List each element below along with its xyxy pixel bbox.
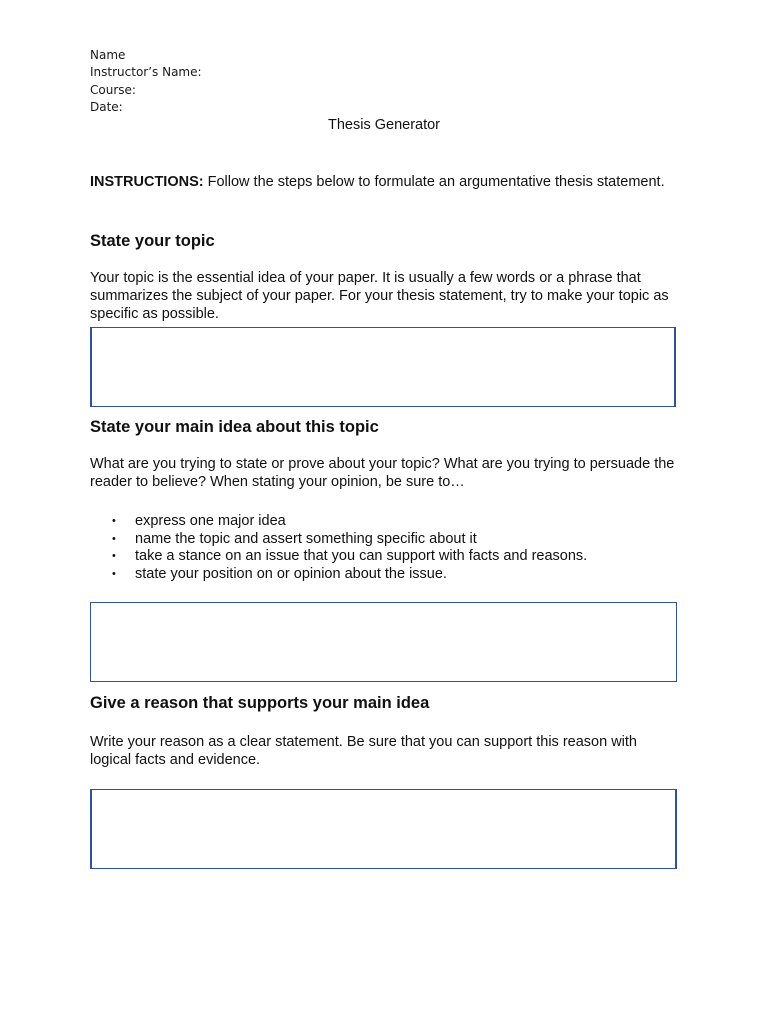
bullet-icon: • [112, 568, 116, 581]
list-item-text: express one major idea [135, 513, 286, 529]
instructions-line [90, 173, 665, 191]
name-label: Name [90, 48, 126, 62]
section-heading-main-idea: State your main idea about this topic [90, 418, 379, 436]
list-item [90, 531, 587, 549]
section-paragraph-main-idea: What are you trying to state or prove about your topic? What are you trying to persuade the reader to believe? When stating your opinion, be sure to… [90, 456, 675, 490]
reason-answer-box[interactable] [90, 789, 677, 869]
bullet-icon: • [112, 532, 116, 545]
section-paragraph-reason: Write your reason as a clear statement. Be sure that you can support this reason with logical facts and evidence. [90, 734, 637, 768]
list-item-text: take a stance on an issue that you can support with facts and reasons. [135, 548, 588, 565]
date-label: Date: [90, 99, 123, 114]
list-item [90, 566, 587, 584]
bullet-icon: • [112, 550, 116, 563]
section-heading-topic: State your topic [90, 232, 215, 250]
list-item-text: name the topic and assert something specific about it [135, 530, 477, 547]
page-title: Thesis Generator [327, 117, 441, 133]
instructions-text: Follow the steps below to formulate an argumentative thesis statement. [203, 174, 665, 190]
instructor-label: Instructor’s Name: [90, 65, 202, 80]
topic-answer-box[interactable] [90, 327, 676, 407]
course-label: Course: [90, 82, 136, 97]
list-item [90, 548, 587, 566]
list-item [90, 513, 587, 531]
main-idea-answer-box[interactable] [90, 602, 677, 682]
bullet-icon: • [112, 515, 116, 527]
section-paragraph-topic: Your topic is the essential idea of your paper. It is usually a few words or a phrase that summarizes the subject of your paper. For your thesis statement, try to make your topic as specific as possible. [90, 270, 669, 322]
instructions-label: INSTRUCTIONS: [90, 174, 204, 190]
list-item-text: state your position on or opinion about the issue. [135, 566, 447, 583]
section-heading-reason: Give a reason that supports your main idea [90, 694, 430, 712]
student-info-block [90, 47, 202, 116]
main-idea-criteria-list [90, 513, 587, 584]
